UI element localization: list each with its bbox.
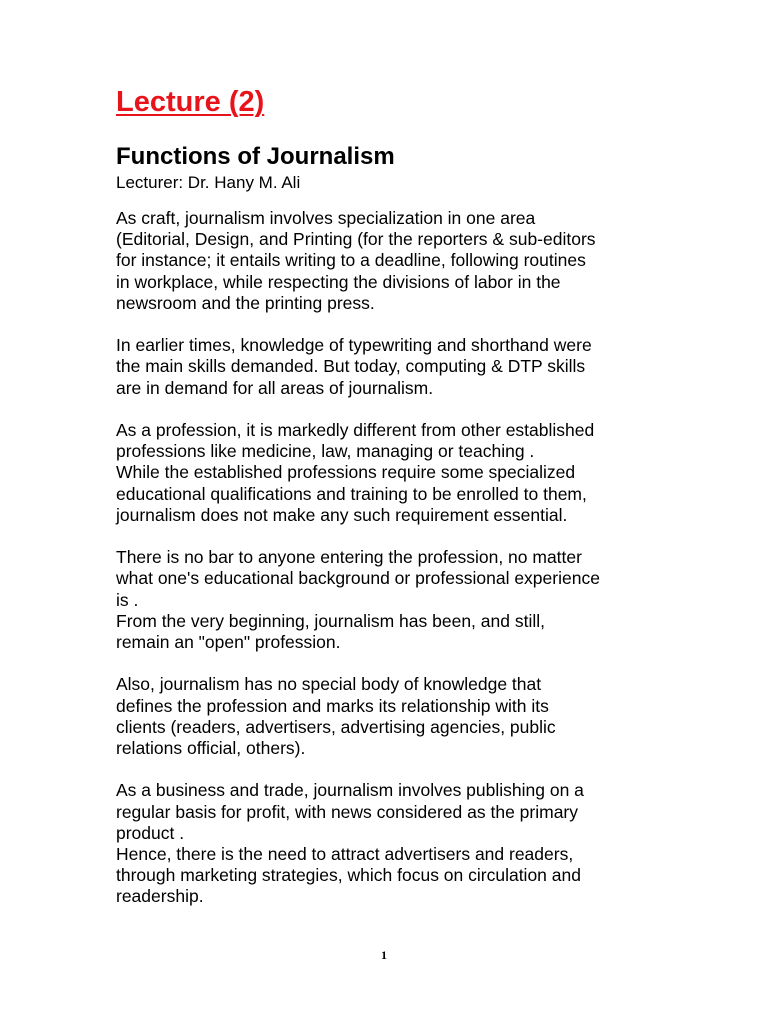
lecture-title: Lecture (2) [116, 86, 265, 118]
body-text [116, 208, 676, 929]
paragraph-profession: As a profession, it is markedly different from other established professions like medicine, law, managing or teaching . While the established professions require some specialized educational qualifications and training to be enrolled to them, journalism does not make any such requirement essential. [116, 420, 595, 525]
paragraph-business: As a business and trade, journalism involves publishing on a regular basis for profit, with news considered as the primary product . Hence, there is the need to attract advertisers and readers, through marketing strategies, which focus on circulation and readership. [116, 780, 584, 907]
page-number: 1 [381, 948, 387, 962]
paragraph-skills: In earlier times, knowledge of typewriting and shorthand were the main skills demanded. But today, computing & DTP skills are in demand for all areas of journalism. [116, 335, 592, 398]
paragraph-craft: As craft, journalism involves specialization in one area (Editorial, Design, and Printing (for the reporters & sub-editors for instance; it entails writing to a deadline, following routines in workplace, while respecting the divisions of labor in the newsroom and the printing press. [116, 208, 596, 313]
subject-heading: Functions of Journalism [116, 143, 395, 170]
paragraph-open-profession: There is no bar to anyone entering the profession, no matter what one's educational background or professional experience is . From the very beginning, journalism has been, and still, remain an "open" profession. [116, 547, 600, 653]
paragraph-body-of-knowledge: Also, journalism has no special body of knowledge that defines the profession and marks its relationship with its clients (readers, advertisers, advertising agencies, public relations official, others). [116, 674, 556, 759]
lecturer-line: Lecturer: Dr. Hany M. Ali [116, 173, 301, 192]
